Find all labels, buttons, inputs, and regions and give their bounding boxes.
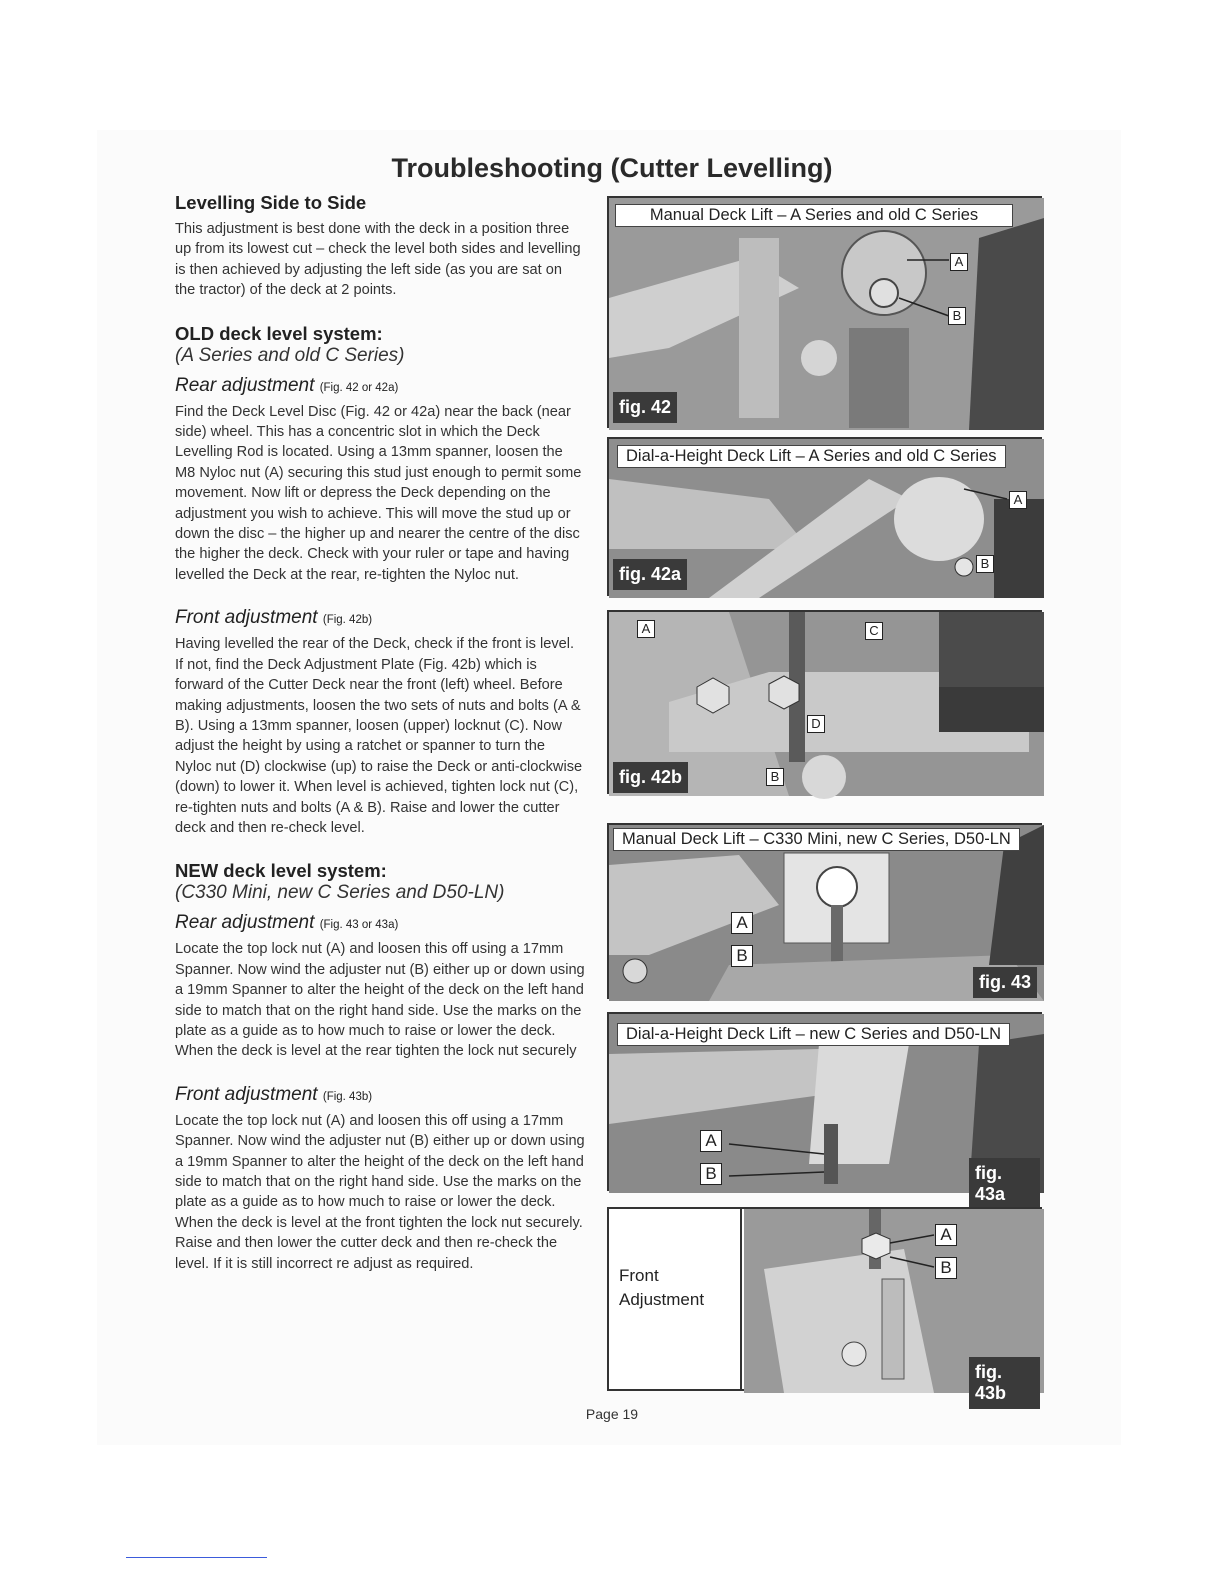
side-text: This adjustment is best done with the deck in a position three up from its lowest cut – check the level both sides and levelling is then achieved by adjusting the left side (as you are sat on the tractor) of the deck at 2 points. — [175, 221, 581, 299]
side-heading: Levelling Side to Side — [175, 192, 367, 213]
page-number: Page 19 — [585, 1406, 639, 1422]
figure-42a-caption: Dial-a-Height Deck Lift – A Series and old C Series — [617, 445, 1006, 468]
new-subheading: (C330 Mini, new C Series and D50-LN) — [175, 882, 505, 904]
new-heading: NEW deck level system: — [175, 860, 387, 882]
footnote-rule — [126, 1557, 267, 1558]
figure-43-tag-a: A — [731, 912, 753, 934]
figure-42b-tag-d: D — [807, 715, 825, 733]
figure-42a-tag-b: B — [976, 555, 994, 573]
figure-42-tag-b: B — [948, 307, 966, 325]
figure-42a — [607, 437, 1042, 596]
old-rear-text: Find the Deck Level Disc (Fig. 42 or 42a) near the back (near side) wheel. This has a concentric slot in which the Deck Levelling Rod is located. Using a 13mm spanner, loosen the M8 Nyloc nut (A) securing this stud just enough to permit some movement. Now lift or depress the Deck depending on the adjustment you wish to achieve. This will move the stud up or down the disc – the higher up and nearer the centre of the disc the higher the deck. Check with your ruler or tape and having levelled the Deck at the rear, re-tighten the Nyloc nut. — [175, 403, 582, 583]
figure-42-tag-a: A — [950, 253, 968, 271]
figure-43b-text-panel — [609, 1209, 742, 1389]
old-front-text: Having levelled the rear of the Deck, check if the front is level. If not, find the Deck Adjustment Plate (Fig. 42b) which is forward of the Cutter Deck near the front (left) wheel. Before making adjustments, loosen the two sets of nuts and bolts (A & B). Using a 13mm spanner, loosen (upper) locknut (C). Now adjust the height by using a ratchet or spanner to turn the Nyloc nut (D) clockwise (up) to raise the Deck or anti-clockwise (down) to lower it. When level is achieved, tighten lock nut (C), re-tighten nuts and bolts (A & B). Raise and lower the cutter deck and then re-check level. — [175, 636, 583, 836]
new-front-text: Locate the top lock nut (A) and loosen this off using a 17mm Spanner. Now wind the adjuster nut (B) either up or down using a 19mm Spanner to alter the height of the deck on the left hand side to match that on the right hand side. Use the marks on the plate as a guide as to how much to raise or lower the deck. When the deck is level at the front tighten the lock nut securely. Raise and then lower the cutter deck and then re-check the level. If it is still incorrect re adjust as required. — [175, 1112, 585, 1272]
figure-43b-caption: Front Adjustment — [619, 1266, 705, 1309]
new-front-ref: (Fig. 43b) — [322, 1090, 373, 1103]
new-rear-ref: (Fig. 43 or 43a) — [319, 919, 399, 932]
old-front-heading — [175, 607, 585, 629]
old-front-ref: (Fig. 42b) — [322, 614, 373, 627]
new-front-heading — [175, 1084, 585, 1106]
new-rear-title: Rear adjustment — [175, 912, 315, 934]
old-heading: OLD deck level system: — [175, 322, 383, 344]
figure-43 — [607, 823, 1042, 999]
figure-42b-label: fig. 42b — [613, 762, 688, 793]
new-front-title: Front adjustment — [175, 1083, 318, 1105]
figure-42 — [607, 196, 1042, 428]
new-rear-text: Locate the top lock nut (A) and loosen this off using a 17mm Spanner. Now wind the adjuster nut (B) either up or down using a 19mm Spanner to alter the height of the deck on the left hand side to match that on the right hand side. Use the marks on the plate as a guide as to how much to raise or lower the deck. When the deck is level at the rear tighten the lock nut securely — [175, 941, 585, 1060]
old-rear-title: Rear adjustment — [175, 374, 315, 396]
new-rear-heading — [175, 912, 585, 934]
figure-42b-tag-c: C — [865, 622, 883, 640]
figure-42a-label: fig. 42a — [613, 559, 687, 590]
text-column — [175, 192, 585, 1274]
figure-43-label: fig. 43 — [973, 967, 1037, 998]
figure-42b-tag-b: B — [766, 768, 784, 786]
figure-43a-label: fig. 43a — [969, 1158, 1040, 1210]
figure-42-label: fig. 42 — [613, 392, 677, 423]
figure-43b — [607, 1207, 1042, 1403]
figure-43a-caption: Dial-a-Height Deck Lift – new C Series and D50-LN — [617, 1023, 1010, 1046]
page-title: Troubleshooting (Cutter Levelling) — [391, 153, 833, 183]
figure-43-caption: Manual Deck Lift – C330 Mini, new C Series, D50-LN — [613, 828, 1020, 851]
old-subheading: (A Series and old C Series) — [175, 344, 405, 366]
old-rear-heading — [175, 375, 585, 397]
old-rear-ref: (Fig. 42 or 42a) — [319, 381, 399, 394]
figure-43-tag-b: B — [731, 945, 753, 967]
figure-43a — [607, 1012, 1042, 1204]
figure-42b — [607, 610, 1042, 794]
figure-43a-tag-b: B — [700, 1163, 722, 1185]
old-front-title: Front adjustment — [175, 607, 318, 629]
figure-43b-tag-b: B — [935, 1257, 957, 1279]
figure-43b-tag-a: A — [935, 1224, 957, 1246]
figure-43b-label: fig. 43b — [969, 1357, 1040, 1409]
figure-42-caption: Manual Deck Lift – A Series and old C Series — [615, 204, 1013, 227]
figure-42a-tag-a: A — [1009, 491, 1027, 509]
figure-43a-tag-a: A — [700, 1130, 722, 1152]
figure-42b-tag-a: A — [637, 620, 655, 638]
